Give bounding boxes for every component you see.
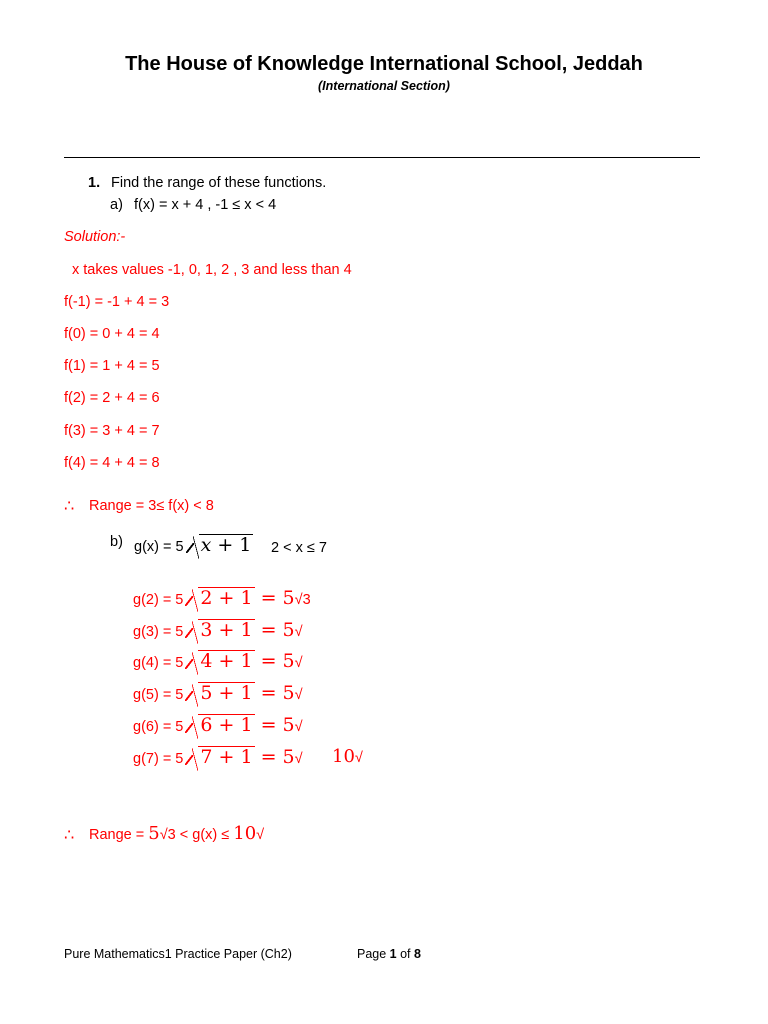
section-subtitle: (International Section) bbox=[318, 79, 450, 93]
therefore-icon: ∴ bbox=[64, 498, 75, 515]
step-b-4: g(5) = 5 5 + 1 = 5√ bbox=[133, 682, 303, 704]
step-a-2: f(0) = 0 + 4 = 4 bbox=[64, 326, 160, 342]
step-a-1: f(-1) = -1 + 4 = 3 bbox=[64, 294, 170, 310]
part-b-function: g(x) = 5 𝑥 + 1 bbox=[134, 534, 252, 556]
part-b-label: b) bbox=[110, 534, 123, 550]
part-a-function: f(x) = x + 4 , -1 ≤ x < 4 bbox=[134, 197, 277, 213]
step-b-1: g(2) = 5 2 + 1 = 5√3 bbox=[133, 587, 311, 609]
question-text: Find the range of these functions. bbox=[111, 175, 327, 191]
step-a-4: f(2) = 2 + 4 = 6 bbox=[64, 390, 160, 406]
school-title: The House of Knowledge International School, Jeddah bbox=[125, 53, 643, 75]
solution-heading: Solution:- bbox=[64, 229, 126, 245]
solution-intro: x takes values -1, 0, 1, 2 , 3 and less than 4 bbox=[72, 262, 352, 278]
step-b-3: g(4) = 5 4 + 1 = 5√ bbox=[133, 650, 303, 672]
step-b-2: g(3) = 5 3 + 1 = 5√ bbox=[133, 619, 303, 641]
therefore-icon: ∴ bbox=[64, 827, 75, 844]
header-divider bbox=[64, 157, 700, 158]
step-b-6: g(7) = 5 7 + 1 = 5√ bbox=[133, 746, 303, 768]
range-a-result: Range = 3≤ f(x) < 8 bbox=[89, 498, 214, 514]
part-b-domain: 2 < x ≤ 7 bbox=[271, 540, 327, 556]
step-a-3: f(1) = 1 + 4 = 5 bbox=[64, 358, 160, 374]
question-number: 1. bbox=[88, 175, 101, 191]
part-a-label: a) bbox=[110, 197, 123, 213]
range-b-result: Range = 5√3 < g(x) ≤ 10√ bbox=[89, 823, 265, 844]
step-b-6-extra: 10√ bbox=[332, 746, 363, 767]
footer-paper-title: Pure Mathematics1 Practice Paper (Ch2) bbox=[64, 947, 292, 961]
sqrt-symbol: 𝑥 + 1 bbox=[185, 534, 254, 557]
step-a-6: f(4) = 4 + 4 = 8 bbox=[64, 455, 160, 471]
step-a-5: f(3) = 3 + 4 = 7 bbox=[64, 423, 160, 439]
step-b-5: g(6) = 5 6 + 1 = 5√ bbox=[133, 714, 303, 736]
footer-page-number: Page 1 of 8 bbox=[357, 947, 421, 961]
